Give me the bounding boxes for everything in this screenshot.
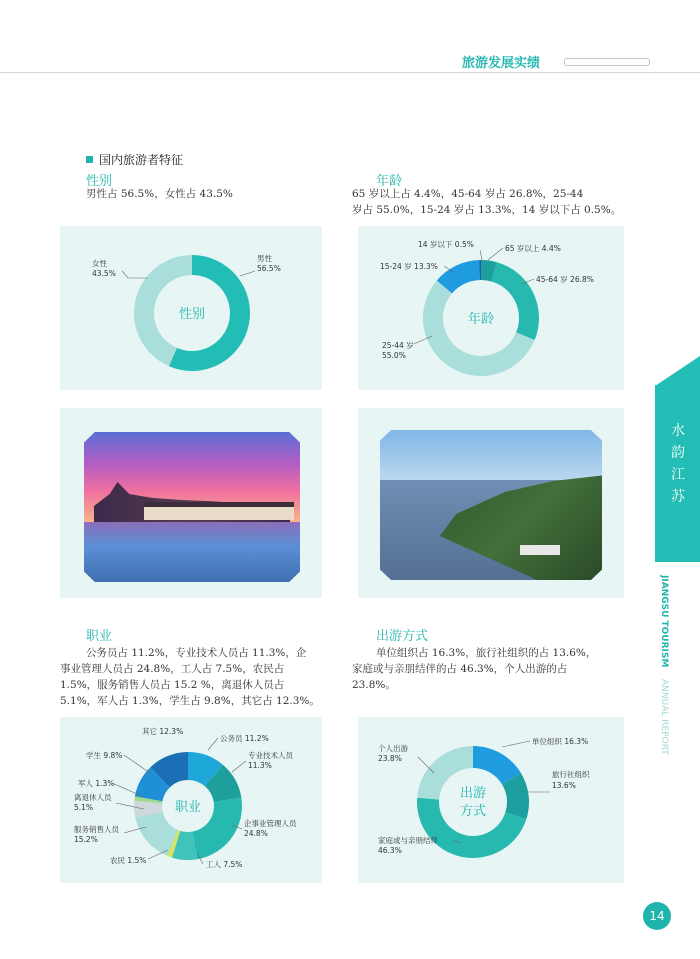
travel-text-1: 单位组织占 16.3%，旅行社组织的占 13.6%， — [376, 647, 597, 659]
sidebar-english-sub: ANNUAL REPORT — [659, 679, 669, 755]
sidebar-vertical-title: 水 韵 江 苏 — [671, 423, 685, 505]
water-town-sunset-photo — [84, 432, 300, 582]
travel-text-3: 23.8%。 — [352, 679, 396, 691]
occupation-text-2: 事业管理人员占 24.8%，工人占 7.5%，农民占 — [60, 663, 285, 675]
travel-chart-panel — [358, 717, 624, 883]
gender-label-male-value: 56.5% — [257, 264, 281, 273]
age-text-1: 65 岁以上占 4.4%，45-64 岁占 26.8%，25-44 — [352, 188, 584, 200]
occ-label-retired-value: 5.1% — [74, 803, 94, 812]
age-title: 年龄 — [376, 174, 403, 189]
sidebar-tab-corner — [655, 356, 700, 386]
travel-label-company: 单位组织 16.3% — [532, 737, 589, 746]
age-label-under14: 14 岁以下 0.5% — [418, 240, 474, 249]
occupation-text-1: 公务员占 11.2%，专业技术人员占 11.3%，企 — [86, 647, 307, 659]
occupation-text-4: 5.1%，军人占 1.3%，学生占 9.8%，其它占 12.3%。 — [60, 695, 320, 707]
square-bullet-icon — [86, 156, 93, 163]
gender-label-female-value: 43.5% — [92, 269, 116, 278]
occ-label-worker: 工人 7.5% — [206, 860, 243, 869]
travel-label-family-value: 46.3% — [378, 846, 402, 855]
sidebar-english-title — [654, 575, 674, 785]
occ-label-retired: 离退休人员 — [74, 793, 112, 802]
travel-text-2: 家庭或与亲朋结伴的占 46.3%，个人出游的占 — [352, 663, 568, 675]
occupation-chart-panel — [60, 717, 322, 883]
occ-label-management: 企事业管理人员 — [244, 819, 297, 828]
occ-label-professional-value: 11.3% — [248, 761, 272, 770]
occupation-center-label: 职业 — [174, 800, 202, 815]
gender-center-label: 性别 — [178, 307, 206, 322]
age-label-65plus: 65 岁以上 4.4% — [505, 244, 561, 253]
travel-center-label-1: 出游 — [459, 786, 487, 801]
page-number: 14 — [643, 902, 671, 930]
header-title: 旅游发展实绩 — [462, 56, 541, 71]
occ-label-student: 学生 9.8% — [86, 751, 123, 760]
age-center-label: 年龄 — [467, 312, 495, 327]
travel-label-family: 家庭或与亲朋结伴 — [378, 836, 438, 845]
travel-label-agency: 旅行社组织 — [552, 770, 590, 779]
occ-label-management-value: 24.8% — [244, 829, 268, 838]
occ-label-service: 服务销售人员 — [74, 825, 119, 834]
travel-label-individual: 个人出游 — [378, 744, 408, 753]
photo-panel-right — [358, 408, 624, 598]
age-label-15to24: 15-24 岁 13.3% — [380, 262, 438, 271]
age-label-45to64: 45-64 岁 26.8% — [536, 275, 594, 284]
occ-label-military: 军人 1.3% — [78, 779, 115, 788]
gender-label-male: 男性 — [257, 254, 272, 263]
lake-peninsula-aerial-photo — [380, 430, 602, 580]
travel-label-individual-value: 23.8% — [378, 754, 402, 763]
occupation-donut-chart — [60, 717, 322, 883]
occ-label-professional: 专业技术人员 — [248, 751, 293, 760]
occ-label-service-value: 15.2% — [74, 835, 98, 844]
gender-text: 男性占 56.5%，女性占 43.5% — [86, 188, 233, 200]
gender-donut-chart — [60, 226, 322, 390]
travel-title: 出游方式 — [376, 629, 429, 644]
header-decoration — [564, 58, 650, 66]
photo-panel-left — [60, 408, 322, 598]
gender-label-female: 女性 — [92, 259, 107, 268]
age-text-2: 岁占 55.0%，15-24 岁占 13.3%，14 岁以下占 0.5%。 — [352, 204, 622, 216]
travel-donut-chart — [358, 717, 624, 883]
travel-label-agency-value: 13.6% — [552, 781, 576, 790]
gender-chart-panel — [60, 226, 322, 390]
occ-label-civil-servant: 公务员 11.2% — [220, 734, 269, 743]
occupation-title: 职业 — [86, 629, 113, 644]
age-label-25to44: 25-44 岁 — [382, 341, 414, 350]
gender-title: 性别 — [86, 174, 113, 189]
age-donut-chart — [358, 226, 624, 390]
header-divider — [0, 72, 700, 73]
section-title: 国内旅游者特征 — [86, 151, 183, 168]
donut-slice-1 — [491, 262, 539, 340]
sidebar-english-main: JIANGSU TOURISM — [659, 575, 669, 668]
age-chart-panel — [358, 226, 624, 390]
age-label-25to44-value: 55.0% — [382, 351, 406, 360]
occupation-text-3: 1.5%，服务销售人员占 15.2 %，离退休人员占 — [60, 679, 285, 691]
travel-center-label-2: 方式 — [459, 804, 487, 819]
occ-label-other: 其它 12.3% — [142, 727, 184, 736]
occ-label-farmer: 农民 1.5% — [110, 856, 147, 865]
